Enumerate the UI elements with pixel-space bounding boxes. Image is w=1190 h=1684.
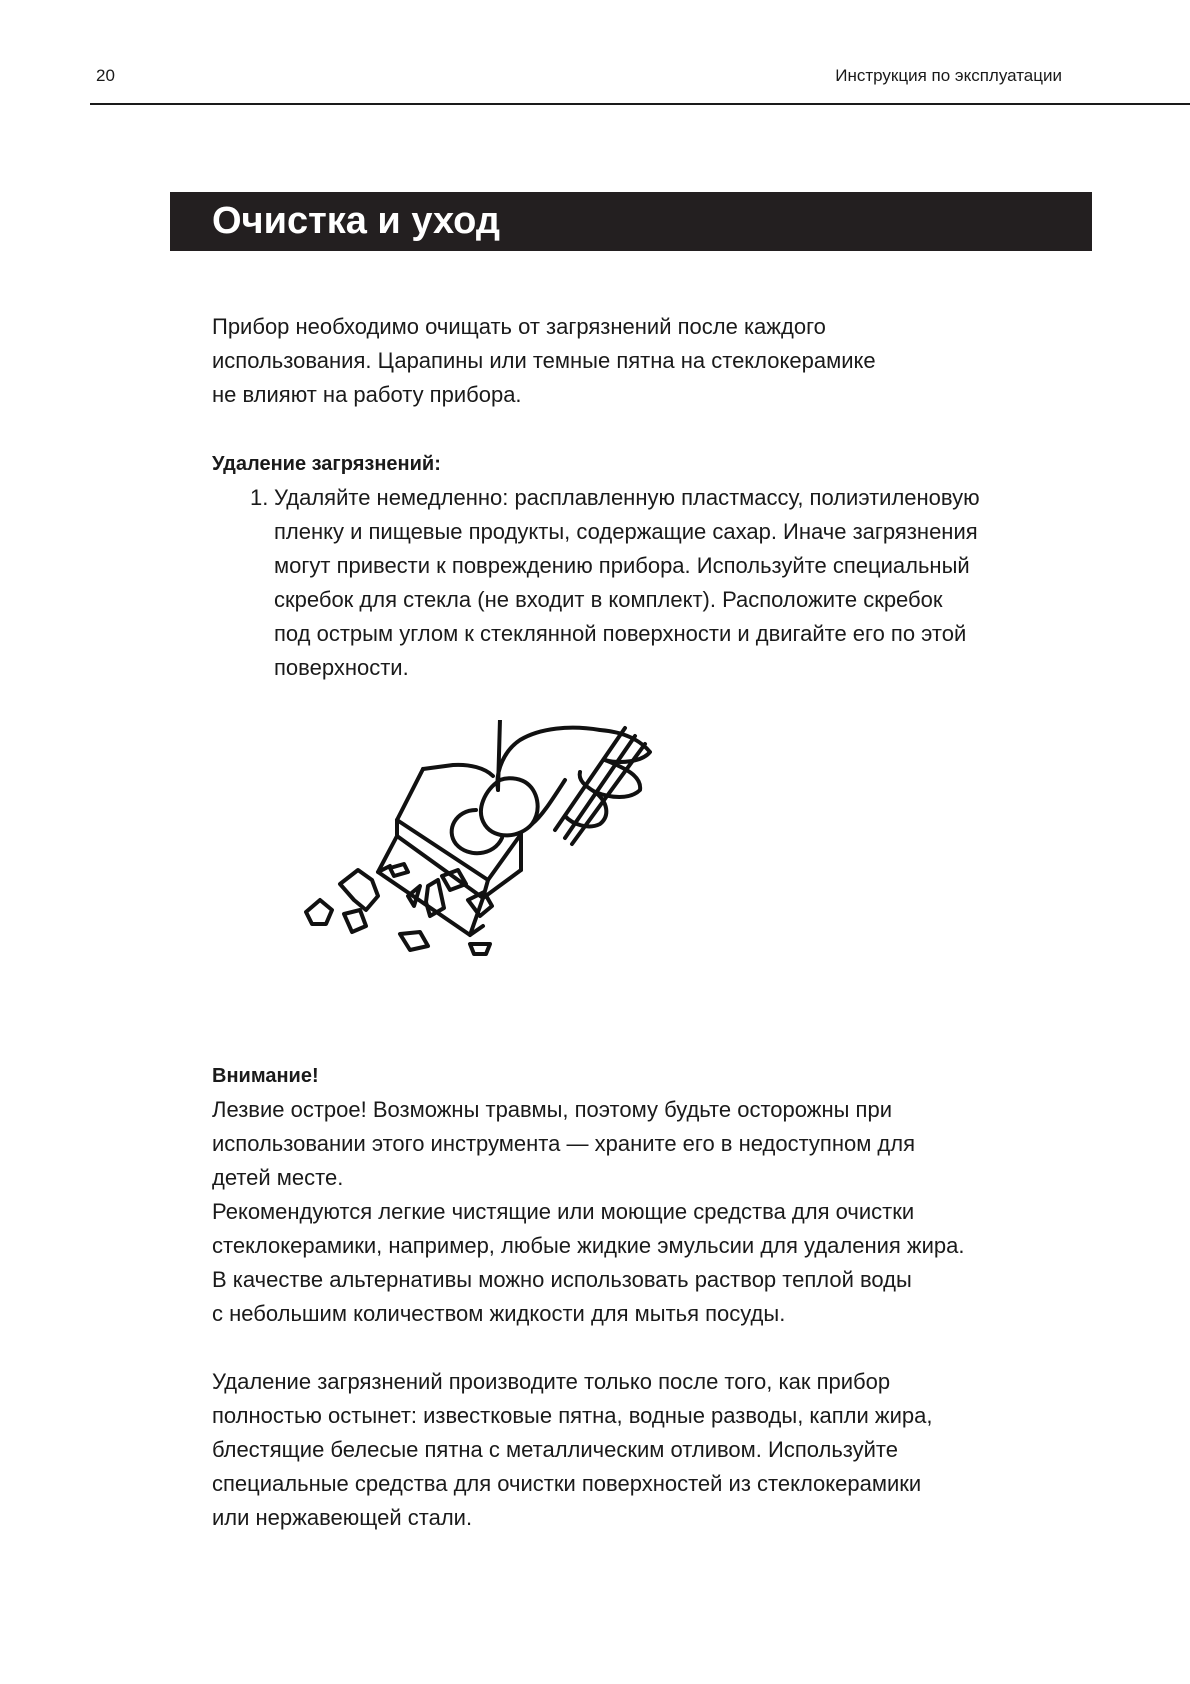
hand-scraper-icon bbox=[280, 720, 700, 1010]
step-text: Удаляйте немедленно: расплавленную пластмассу, полиэтиленовую пленку и пищевые продукты, содержащие сахар. Иначе загрязнения могут привести к повреждению прибора. Используйте специальный скребок для стекла (не входит в комплект). Расположите скребок под острым углом к стеклянной поверхности и двигайте его по этой поверхности. bbox=[274, 485, 980, 680]
removal-heading: Удаление загрязнений: bbox=[212, 453, 441, 475]
removal-steps-list bbox=[250, 481, 1090, 685]
list-item bbox=[250, 481, 1090, 685]
step-number: 1. bbox=[250, 485, 269, 510]
section-title: Очистка и уход bbox=[212, 200, 500, 242]
section-title-bar bbox=[170, 192, 1092, 251]
warning-paragraph: Лезвие острое! Возможны травмы, поэтому будьте осторожны при использовании этого инструмента — храните его в недоступном для детей месте. Рекомендуются легкие чистящие или моющие средства для очистки стеклокерамики, например, любые жидкие эмульсии для удаления жира. В качестве альтернативы можно использовать раствор теплой воды с небольшим количеством жидкости для мытья посуды. bbox=[212, 1097, 965, 1326]
warning-heading: Внимание! bbox=[212, 1065, 319, 1087]
page-number: 20 bbox=[96, 66, 115, 85]
final-paragraph: Удаление загрязнений производите только после того, как прибор полностью остынет: известковые пятна, водные разводы, капли жира, блестящие белесые пятна с металлическим отливом. Используйте специальные средства для очистки поверхностей из стеклокерамики или нержавеющей стали. bbox=[212, 1369, 933, 1530]
header-divider bbox=[90, 103, 1190, 105]
intro-paragraph: Прибор необходимо очищать от загрязнений после каждого использования. Царапины или темные пятна на стеклокерамике не влияют на работу прибора. bbox=[212, 314, 876, 407]
running-header: Инструкция по эксплуатации bbox=[835, 66, 1062, 85]
